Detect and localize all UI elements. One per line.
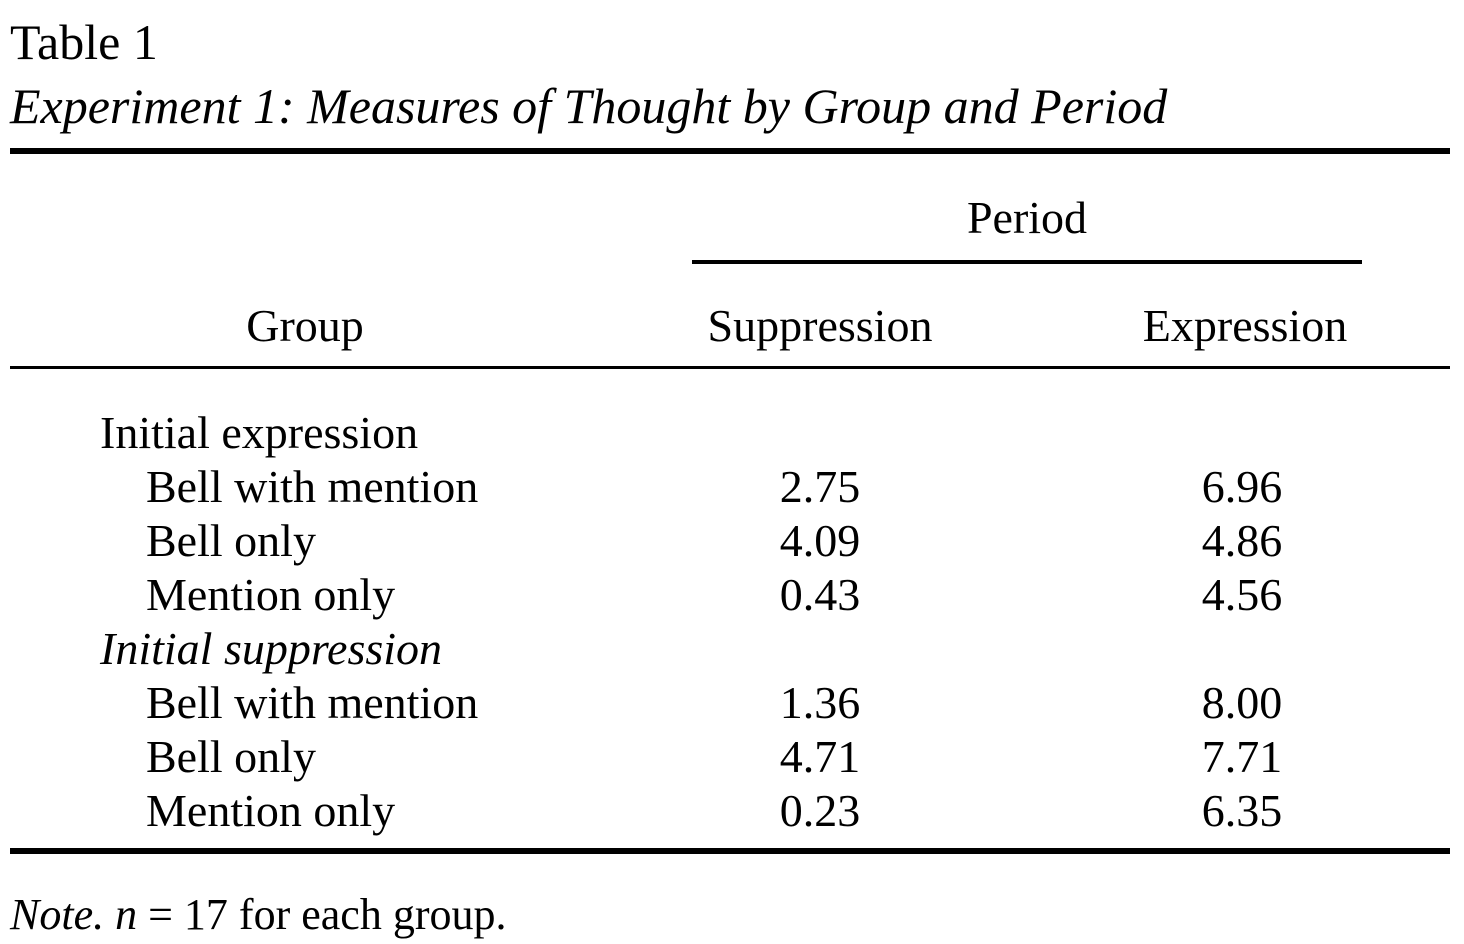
note-n-symbol: n — [115, 890, 138, 939]
note-label: Note. — [10, 890, 105, 939]
table-title: Experiment 1: Measures of Thought by Group and Period — [10, 78, 1168, 134]
expression-value: 8.00 — [1201, 677, 1283, 728]
row-label: Mention only — [146, 785, 396, 836]
top-rule — [10, 148, 1450, 154]
suppression-column-header: Suppression — [707, 300, 933, 351]
bottom-rule — [10, 848, 1450, 854]
period-spanner: Period — [966, 192, 1088, 243]
suppression-value: 0.43 — [779, 569, 861, 620]
section-heading-initial-suppression: Initial suppression — [100, 623, 443, 674]
expression-column-header: Expression — [1142, 300, 1348, 351]
table-label: Table 1 — [10, 14, 158, 70]
section-heading-initial-expression: Initial expression — [100, 407, 419, 458]
suppression-value: 0.23 — [779, 785, 861, 836]
suppression-value: 4.71 — [779, 731, 861, 782]
expression-value: 4.56 — [1201, 569, 1283, 620]
suppression-value: 1.36 — [779, 677, 861, 728]
row-label: Bell only — [146, 515, 316, 566]
header-rule — [10, 366, 1450, 369]
expression-value: 6.96 — [1201, 461, 1283, 512]
table-note — [10, 888, 506, 942]
expression-value: 7.71 — [1201, 731, 1283, 782]
row-label: Bell only — [146, 731, 316, 782]
group-column-header: Group — [246, 300, 364, 351]
row-label: Bell with mention — [146, 677, 479, 728]
note-text: = 17 for each group. — [137, 890, 507, 939]
expression-value: 4.86 — [1201, 515, 1283, 566]
suppression-value: 2.75 — [779, 461, 861, 512]
row-label: Bell with mention — [146, 461, 479, 512]
row-label: Mention only — [146, 569, 396, 620]
expression-value: 6.35 — [1201, 785, 1283, 836]
period-spanner-rule — [692, 260, 1362, 264]
suppression-value: 4.09 — [779, 515, 861, 566]
